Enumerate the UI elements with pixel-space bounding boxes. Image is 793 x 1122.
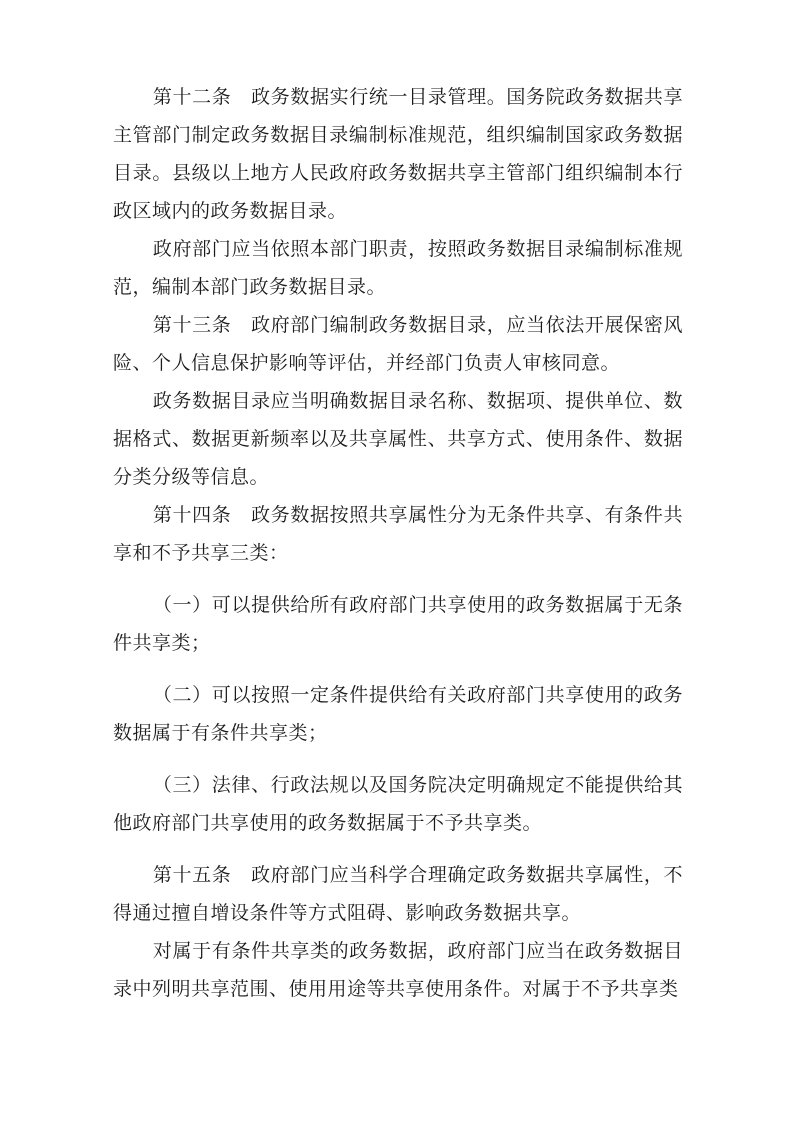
document-body: [113, 78, 683, 1008]
article-12-paragraph: 第十二条 政务数据实行统一目录管理。国务院政务数据共享主管部门制定政务数据目录编制标准规范，组织编制国家政务数据目录。县级以上地方人民政府政务数据共享主管部门组织编制本行政区域内的政务数据目录。: [113, 86, 683, 222]
article-13-second-paragraph: 政务数据目录应当明确数据目录名称、数据项、提供单位、数据格式、数据更新频率以及共享属性、共享方式、使用条件、数据分类分级等信息。: [113, 390, 683, 488]
article-15-paragraph: 第十五条 政府部门应当科学合理确定政务数据共享属性，不得通过擅自增设条件等方式阻碍、影响政务数据共享。: [113, 864, 683, 924]
article-14-item-1: （一）可以提供给所有政府部门共享使用的政务数据属于无条件共享类；: [113, 594, 683, 654]
article-12-second-paragraph: 政府部门应当依照本部门职责，按照政务数据目录编制标准规范，编制本部门政务数据目录。: [113, 238, 683, 298]
article-14-item-2: （二）可以按照一定条件提供给有关政府部门共享使用的政务数据属于有条件共享类；: [113, 684, 683, 744]
article-14-paragraph: 第十四条 政务数据按照共享属性分为无条件共享、有条件共享和不予共享三类：: [113, 504, 683, 564]
article-14-item-3: （三）法律、行政法规以及国务院决定明确规定不能提供给其他政府部门共享使用的政务数据属于不予共享类。: [113, 774, 683, 834]
article-13-paragraph: 第十三条 政府部门编制政务数据目录，应当依法开展保密风险、个人信息保护影响等评估，并经部门负责人审核同意。: [113, 314, 683, 374]
article-15-second-paragraph: 对属于有条件共享类的政务数据，政府部门应当在政务数据目录中列明共享范围、使用用途等共享使用条件。对属于不予共享类: [113, 940, 683, 1000]
